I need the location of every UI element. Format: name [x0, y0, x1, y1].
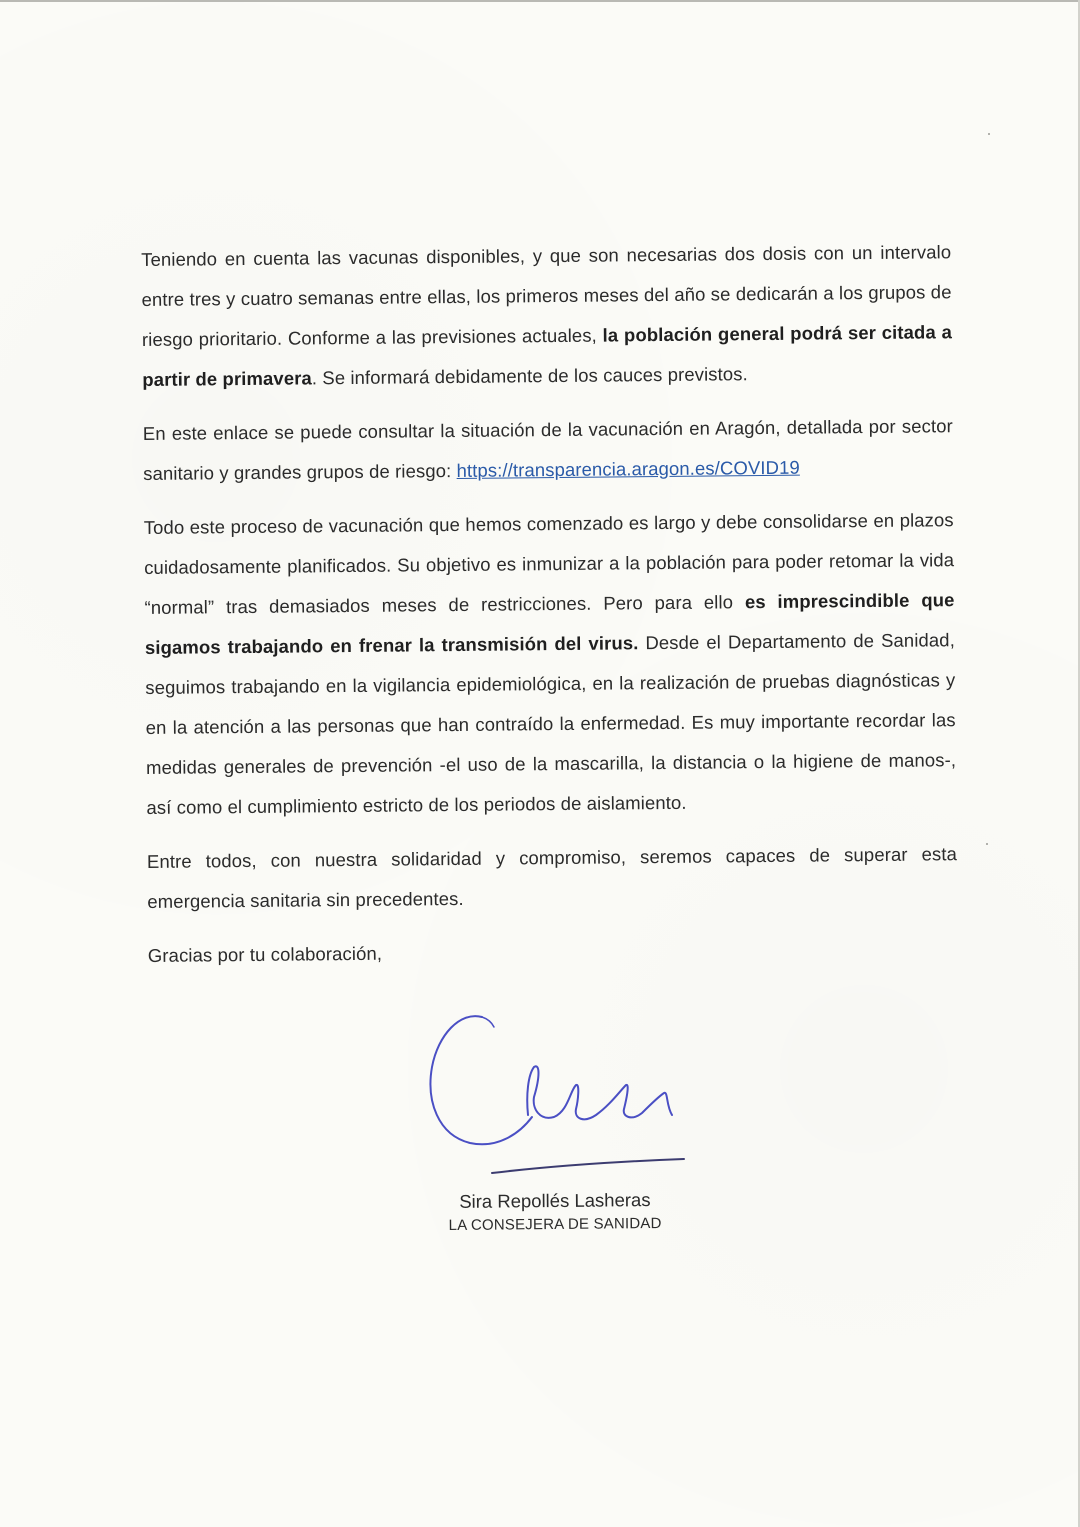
scan-speck: [988, 133, 990, 135]
paragraph-solidarity: [147, 834, 958, 922]
text-run: Desde el Departamento de Sanidad, seguimos trabajando en la vigilancia epidemiológica, en la realización de pruebas diagnósticas y en la atención a las personas que han contraído la enfermedad. Es muy importante recordar las medidas generales de prevención -el uso de la mascarilla, la distancia o la higiene de manos-, así como el cumplimiento estricto de los periodos de aislamiento.: [145, 629, 957, 818]
letter-body: [141, 232, 958, 976]
transparency-link[interactable]: https://transparencia.aragon.es/COVID19: [456, 456, 800, 481]
paragraph-transparency-link: [143, 406, 954, 494]
scan-speck: [986, 843, 988, 845]
text-run: Teniendo en cuenta las vacunas disponibles, y que son necesarias dos dosis con un intervalo entre tres y cuatro semanas entre ellas, los primeros meses del año se dedicarán a los grupos de riesgo prioritario. Conforme a las previsiones actuales,: [141, 241, 952, 350]
text-run: En este enlace se puede consultar la situación de la vacunación en Aragón, detallada por sector sanitario y grandes grupos de riesgo:: [142, 415, 953, 484]
text-run: . Se informará debidamente de los cauces previstos.: [311, 363, 748, 389]
paragraph-vaccination-schedule: [141, 232, 952, 400]
handwritten-signature: [420, 1005, 700, 1180]
paragraph-thanks: [148, 928, 958, 976]
signer-block: [420, 1187, 690, 1238]
closing-text: Gracias por tu colaboración,: [147, 942, 383, 966]
bold-text-run: la población general podrá ser citada a partir de primavera: [142, 321, 953, 390]
page-top-edge: [0, 0, 1080, 2]
paragraph-prevention-measures: [144, 500, 957, 828]
signer-role: LA CONSEJERA DE SANIDAD: [448, 1214, 662, 1235]
text-run: Todo este proceso de vacunación que hemos comenzado es largo y debe consolidarse en plazos cuidadosamente planificados. Su objetivo es inmunizar a la población para poder retomar la vida “normal” tras demasiados meses de restricciones. Pero para ello: [143, 509, 955, 618]
text-run: Entre todos, con nuestra solidaridad y compromiso, seremos capaces de superar esta emergencia sanitaria sin precedentes.: [146, 843, 958, 912]
signer-name: Sira Repollés Lasheras: [459, 1189, 651, 1212]
bold-text-run: es imprescindible que sigamos trabajando en frenar la transmisión del virus.: [144, 589, 955, 658]
